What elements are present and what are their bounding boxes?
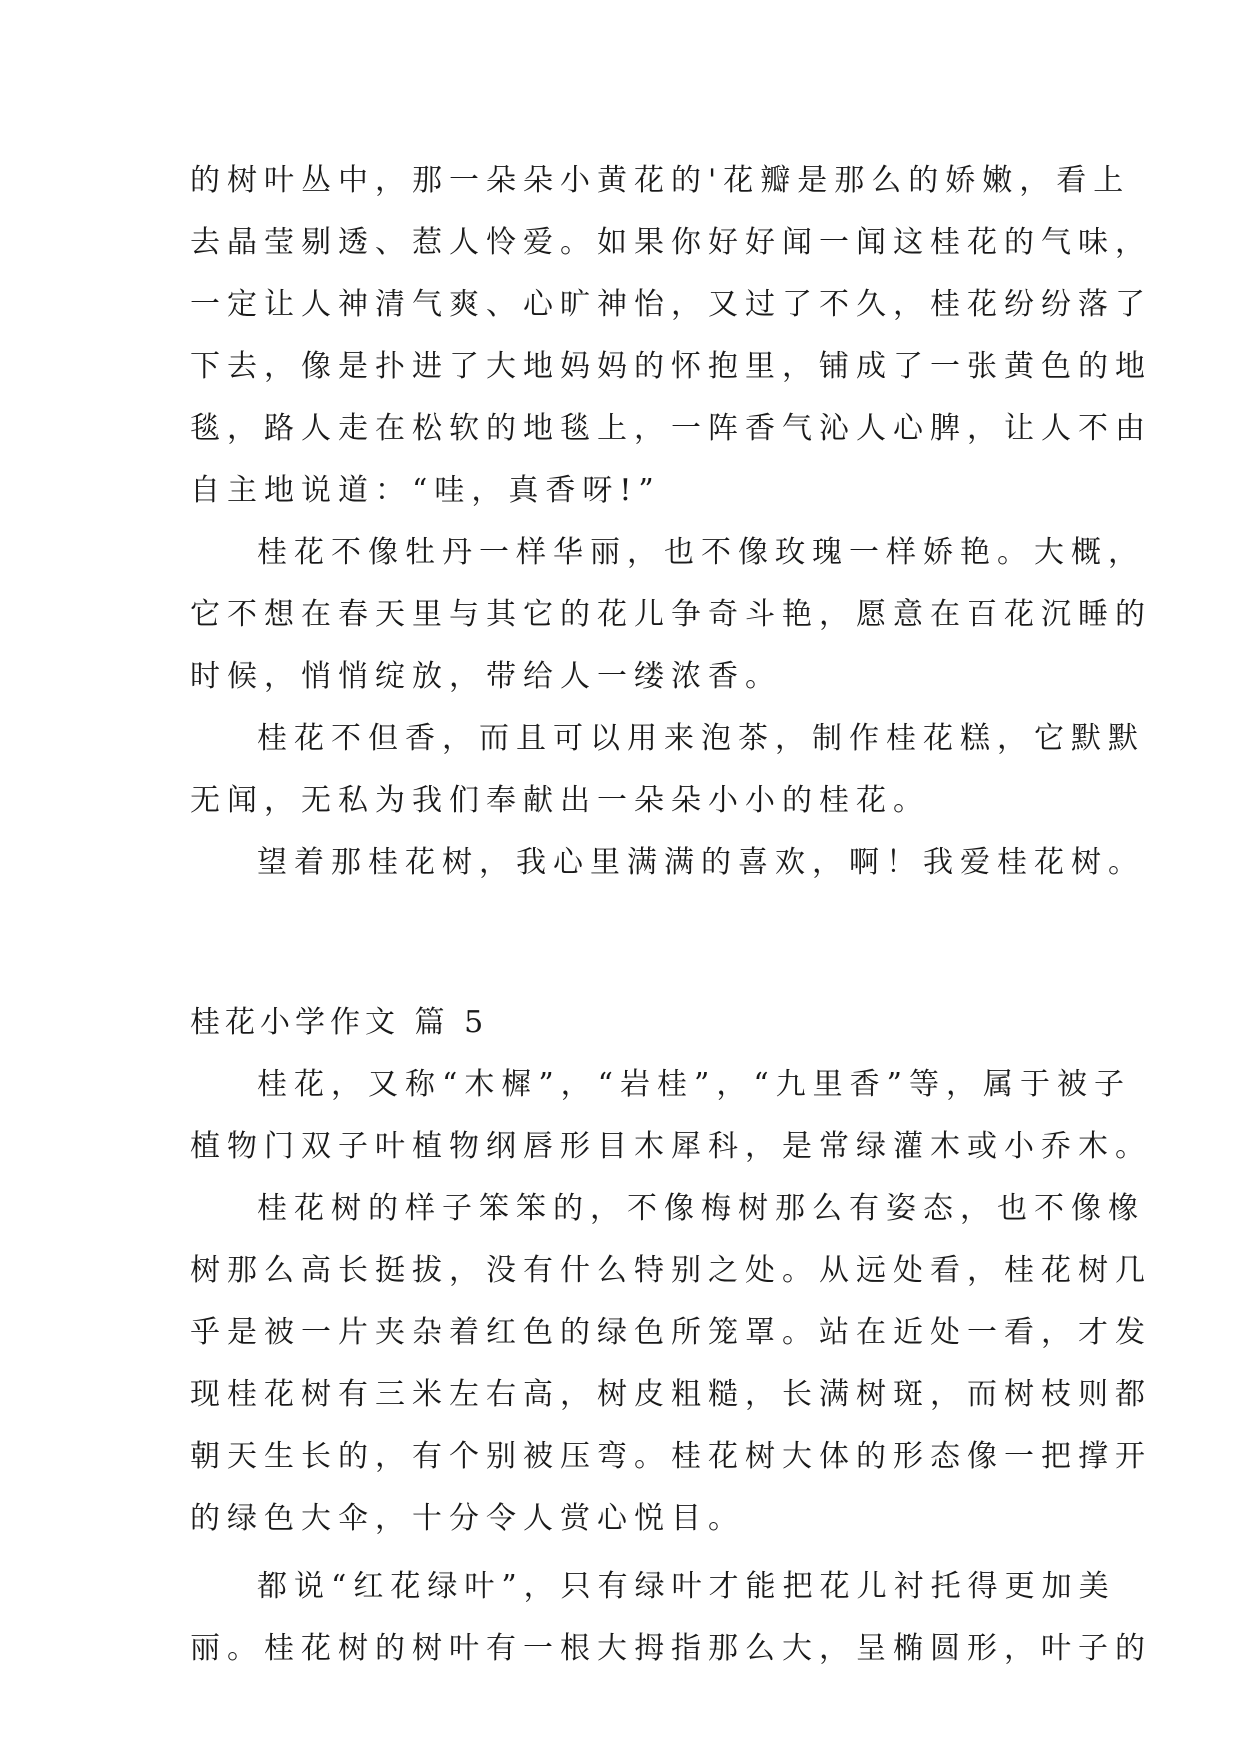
- paragraph: [190, 832, 1145, 894]
- text-line: 毯，路人走在松软的地毯上，一阵香气沁人心脾，让人不由: [190, 411, 1152, 446]
- text-line: 的树叶丛中，那一朵朵小黄花的'花瓣是那么的娇嫩，看上: [190, 163, 1131, 198]
- text-line: 桂花，又称“木樨”，“岩桂”，“九里香”等，属于被子: [257, 1067, 1132, 1102]
- text-line: 桂花不但香，而且可以用来泡茶，制作桂花糕，它默默: [257, 721, 1145, 756]
- text-line: 下去，像是扑进了大地妈妈的怀抱里，铺成了一张黄色的地: [190, 349, 1152, 384]
- text-line: 植物门双子叶植物纲唇形目木犀科，是常绿灌木或小乔木。: [190, 1129, 1152, 1164]
- text-line: 无闻，无私为我们奉献出一朵朵小小的桂花。: [190, 783, 930, 818]
- text-line: 去晶莹剔透、惹人怜爱。如果你好好闻一闻这桂花的气味，: [190, 225, 1152, 260]
- paragraph: [190, 1054, 1152, 1178]
- text-line: 时候，悄悄绽放，带给人一缕浓香。: [190, 659, 782, 694]
- section-heading: 桂花小学作文 篇 5: [190, 1005, 489, 1040]
- text-line: 望着那桂花树，我心里满满的喜欢，啊！我爱桂花树。: [257, 845, 1145, 880]
- text-line: 朝天生长的，有个别被压弯。桂花树大体的形态像一把撑开: [190, 1439, 1152, 1474]
- text-line: 现桂花树有三米左右高，树皮粗糙，长满树斑，而树枝则都: [190, 1377, 1152, 1412]
- text-line: 一定让人神清气爽、心旷神怡，又过了不久，桂花纷纷落了: [190, 287, 1152, 322]
- section-spacer: [190, 894, 1070, 992]
- paragraph: [190, 522, 1152, 708]
- text-line: 自主地说道：“哇，真香呀!”: [190, 473, 661, 508]
- text-line: 乎是被一片夹杂着红色的绿色所笼罩。站在近处一看，才发: [190, 1315, 1152, 1350]
- text-line: 都说“红花绿叶”，只有绿叶才能把花儿衬托得更加美: [257, 1569, 1116, 1604]
- text-line: 桂花树的样子笨笨的，不像梅树那么有姿态，也不像橡: [257, 1191, 1145, 1226]
- document-page: [190, 150, 1152, 1680]
- text-line: 桂花不像牡丹一样华丽，也不像玫瑰一样娇艳。大概，: [257, 535, 1145, 570]
- paragraph: [190, 150, 1152, 522]
- paragraph: [190, 1178, 1152, 1550]
- text-line: 的绿色大伞，十分令人赏心悦目。: [190, 1501, 745, 1536]
- text-line: 丽。桂花树的树叶有一根大拇指那么大，呈椭圆形，叶子的: [190, 1631, 1152, 1666]
- text-line: 它不想在春天里与其它的花儿争奇斗艳，愿意在百花沉睡的: [190, 597, 1152, 632]
- paragraph: [190, 1556, 1152, 1680]
- text-line: 树那么高长挺拔，没有什么特别之处。从远处看，桂花树几: [190, 1253, 1152, 1288]
- paragraph: [190, 708, 1145, 832]
